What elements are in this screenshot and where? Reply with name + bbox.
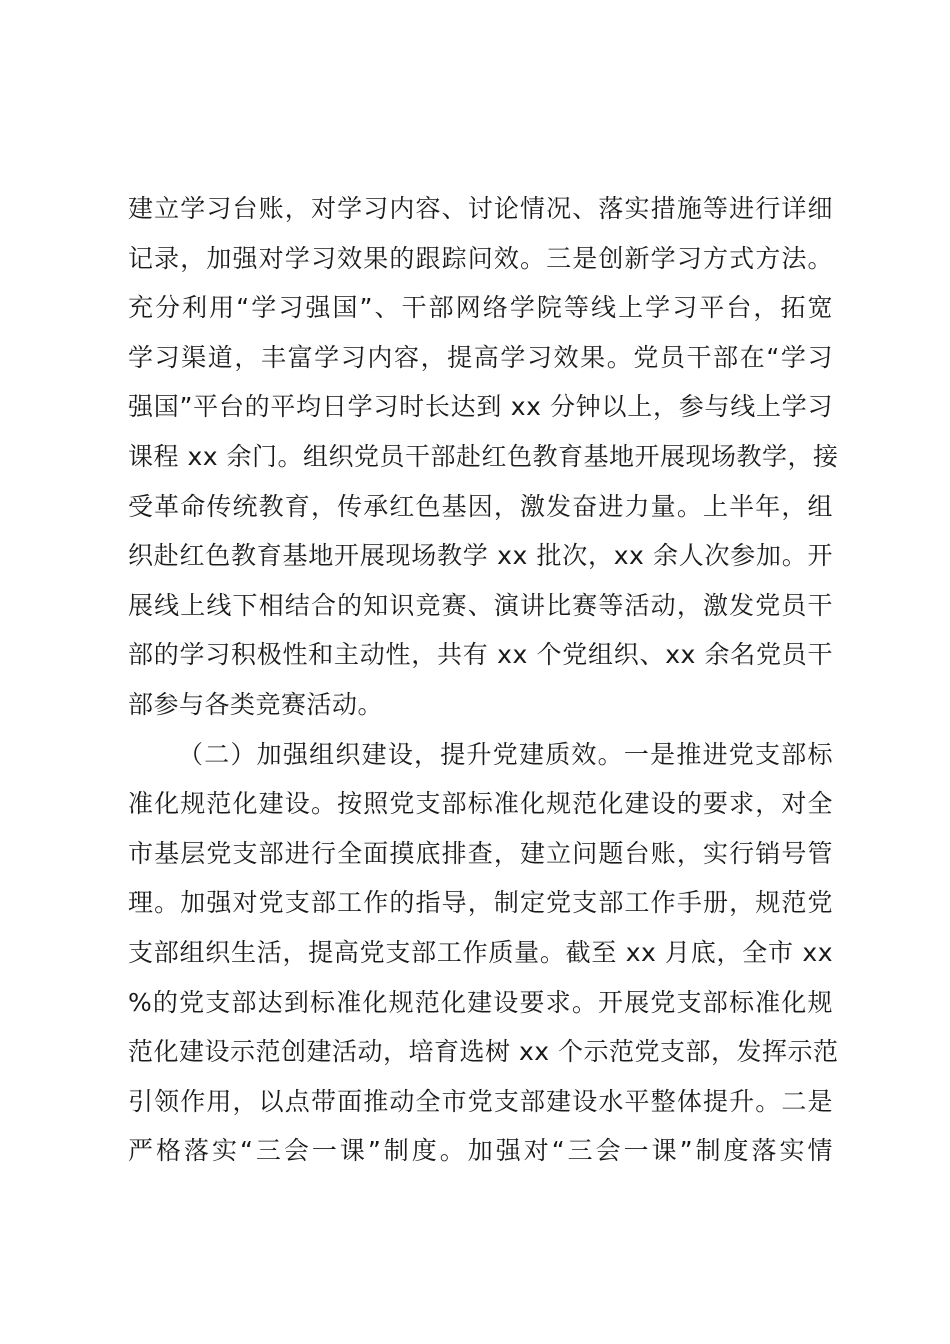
- text-line: 展线上线下相结合的知识竞赛、演讲比赛等活动，激发党员干: [128, 590, 833, 620]
- text-line: 市基层党支部进行全面摸底排查，建立问题台账，实行销号管: [128, 838, 833, 868]
- text-line: 部的学习积极性和主动性，共有 xx 个党组织、xx 余名党员干: [128, 640, 833, 670]
- text-line: 范化建设示范创建活动，培育选树 xx 个示范党支部，发挥示范: [128, 1037, 839, 1067]
- text-line: 理。加强对党支部工作的指导，制定党支部工作手册，规范党: [128, 888, 833, 918]
- text-line: 充分利用“学习强国”、干部网络学院等线上学习平台，拓宽: [128, 293, 833, 323]
- text-line: 支部组织生活，提高党支部工作质量。截至 xx 月底，全市 xx: [128, 937, 833, 967]
- text-line-paragraph-end: 部参与各类竞赛活动。: [128, 689, 384, 719]
- text-line: 准化规范化建设。按照党支部标准化规范化建设的要求，对全: [128, 789, 833, 819]
- text-line: 记录，加强对学习效果的跟踪问效。三是创新学习方式方法。: [128, 243, 833, 273]
- text-line: 建立学习台账，对学习内容、讨论情况、落实措施等进行详细: [128, 194, 833, 223]
- text-line: 课程 xx 余门。组织党员干部赴红色教育基地开展现场教学，接: [128, 441, 839, 471]
- text-line: 受革命传统教育，传承红色基因，激发奋进力量。上半年，组: [128, 491, 833, 521]
- text-line: 引领作用，以点带面推动全市党支部建设水平整体提升。二是: [128, 1086, 833, 1116]
- text-line: 强国”平台的平均日学习时长达到 xx 分钟以上，参与线上学习: [128, 392, 833, 422]
- text-line: 学习渠道，丰富学习内容，提高学习效果。党员干部在“学习: [128, 342, 833, 372]
- body-text: [128, 184, 839, 1176]
- text-line: 严格落实“三会一课”制度。加强对“三会一课”制度落实情: [128, 1136, 833, 1166]
- text-line: 织赴红色教育基地开展现场教学 xx 批次，xx 余人次参加。开: [128, 541, 833, 571]
- section-heading-line: （二）加强组织建设，提升党建质效。一是推进党支部标: [178, 739, 833, 769]
- text-line: %的党支部达到标准化规范化建设要求。开展党支部标准化规: [128, 987, 833, 1017]
